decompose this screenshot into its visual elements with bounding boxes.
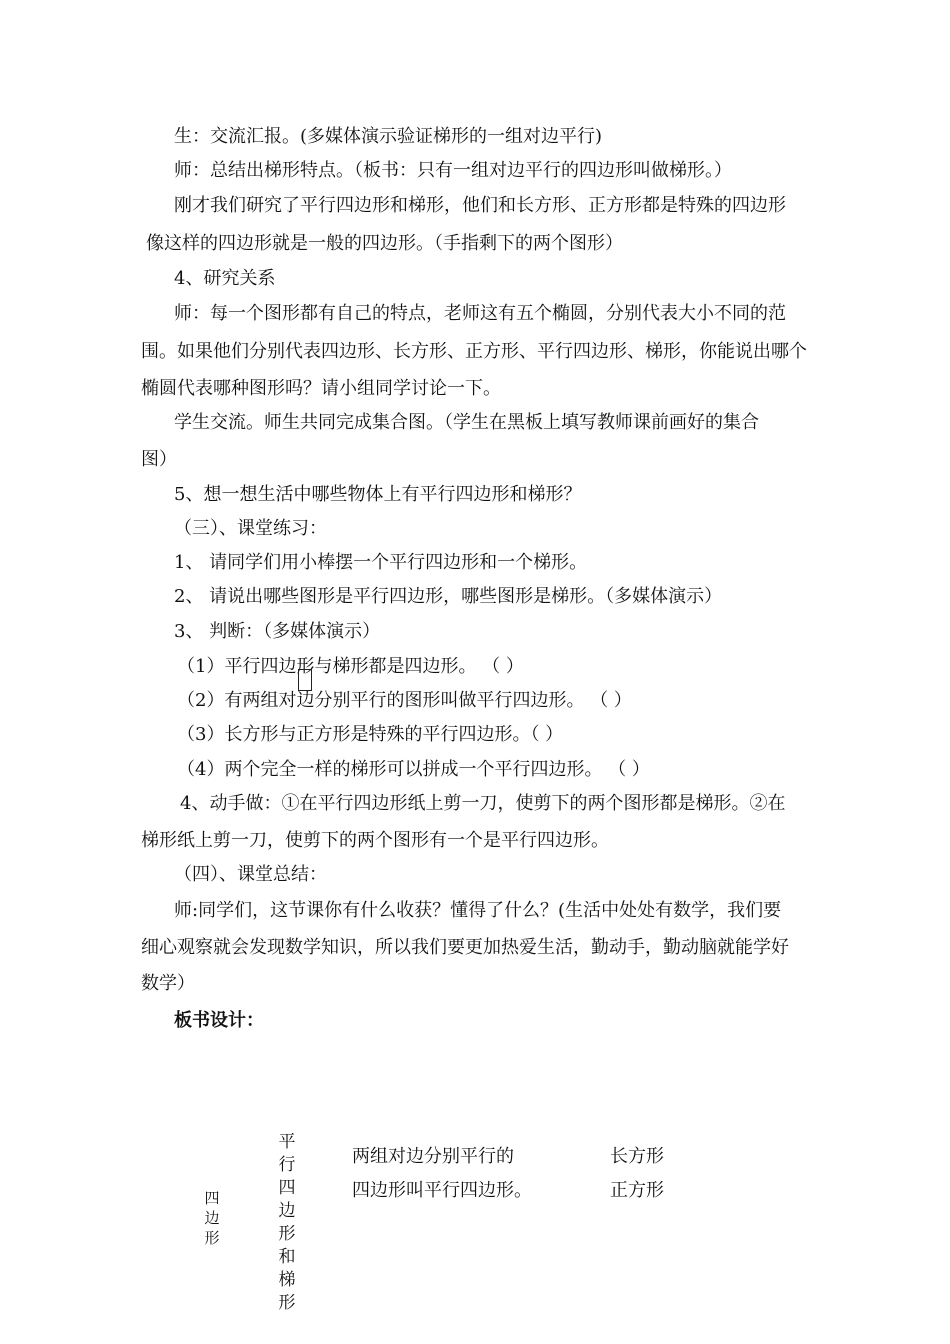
practice-item-2: 2、 请说出哪些图形是平行四边形，哪些图形是梯形。（多媒体演示） [174,586,723,607]
paragraph-summary-line1: 师:同学们，这节课你有什么收获？懂得了什么？(生活中处处有数学，我们要 [174,900,782,921]
section-heading-relations: 4、研究关系 [174,268,276,289]
practice-item-3: 3、 判断：（多媒体演示） [174,621,381,642]
board-definition-line1: 两组对边分别平行的 [352,1146,514,1167]
practice-item-1: 1、 请同学们用小棒摆一个平行四边形和一个梯形。 [174,552,588,573]
board-definition-line2: 四边形叫平行四边形。 [352,1180,532,1201]
paragraph-set-diagram-line1: 学生交流。师生共同完成集合图。（学生在黑板上填写教师课前画好的集合 [174,412,759,433]
section-heading-practice: （三）、课堂练习： [174,518,327,539]
section-heading-summary: （四）、课堂总结： [174,864,327,885]
practice-hands-on-line2: 梯形纸上剪一刀，使剪下的两个图形有一个是平行四边形。 [141,830,609,851]
paragraph-student-report: 生：交流汇报。(多媒体演示验证梯形的一组对边平行) [174,126,603,147]
board-left-vertical-label: 四边形 [204,1189,220,1247]
judge-item-2: （2）有两组对边分别平行的图形叫做平行四边形。 （ ） [177,690,632,711]
paragraph-special-shapes-line1: 刚才我们研究了平行四边形和梯形，他们和长方形、正方形都是特殊的四边形 [174,195,786,216]
paragraph-summary-line2: 细心观察就会发现数学知识，所以我们要更加热爱生活，勤动手，勤动脑就能学好 [141,937,789,958]
paragraph-set-diagram-line2: 图） [141,449,177,470]
board-mid-vertical-label: 平行四边形和梯形 [278,1132,296,1313]
paragraph-ellipses-line1: 师：每一个图形都有自己的特点，老师这有五个椭圆，分别代表大小不同的范 [174,303,786,324]
paragraph-ellipses-line2: 围。如果他们分别代表四边形、长方形、正方形、平行四边形、梯形，你能说出哪个 [141,341,807,362]
paragraph-ellipses-line3: 椭圆代表哪种图形吗？请小组同学讨论一下。 [141,378,501,399]
board-square-label: 正方形 [610,1180,664,1201]
judge-item-4: （4）两个完全一样的梯形可以拼成一个平行四边形。 （ ） [177,759,650,780]
paragraph-teacher-summary: 师：总结出梯形特点。（板书：只有一组对边平行的四边形叫做梯形。） [174,160,732,181]
paragraph-think-life: 5、想一想生活中哪些物体上有平行四边形和梯形？ [174,484,582,505]
board-design-heading: 板书设计： [174,1010,264,1031]
text-cursor-box [298,669,312,691]
board-rectangle-label: 长方形 [610,1146,664,1167]
paragraph-special-shapes-line2: 像这样的四边形就是一般的四边形。（手指剩下的两个图形） [146,233,623,254]
paragraph-summary-line3: 数学） [141,973,195,994]
practice-hands-on-line1: 4、动手做：①在平行四边形纸上剪一刀，使剪下的两个图形都是梯形。②在 [180,793,786,814]
judge-item-1: （1）平行四边形与梯形都是四边形。 （ ） [177,656,524,677]
judge-item-3: （3）长方形与正方形是特殊的平行四边形。（ ） [177,724,564,745]
